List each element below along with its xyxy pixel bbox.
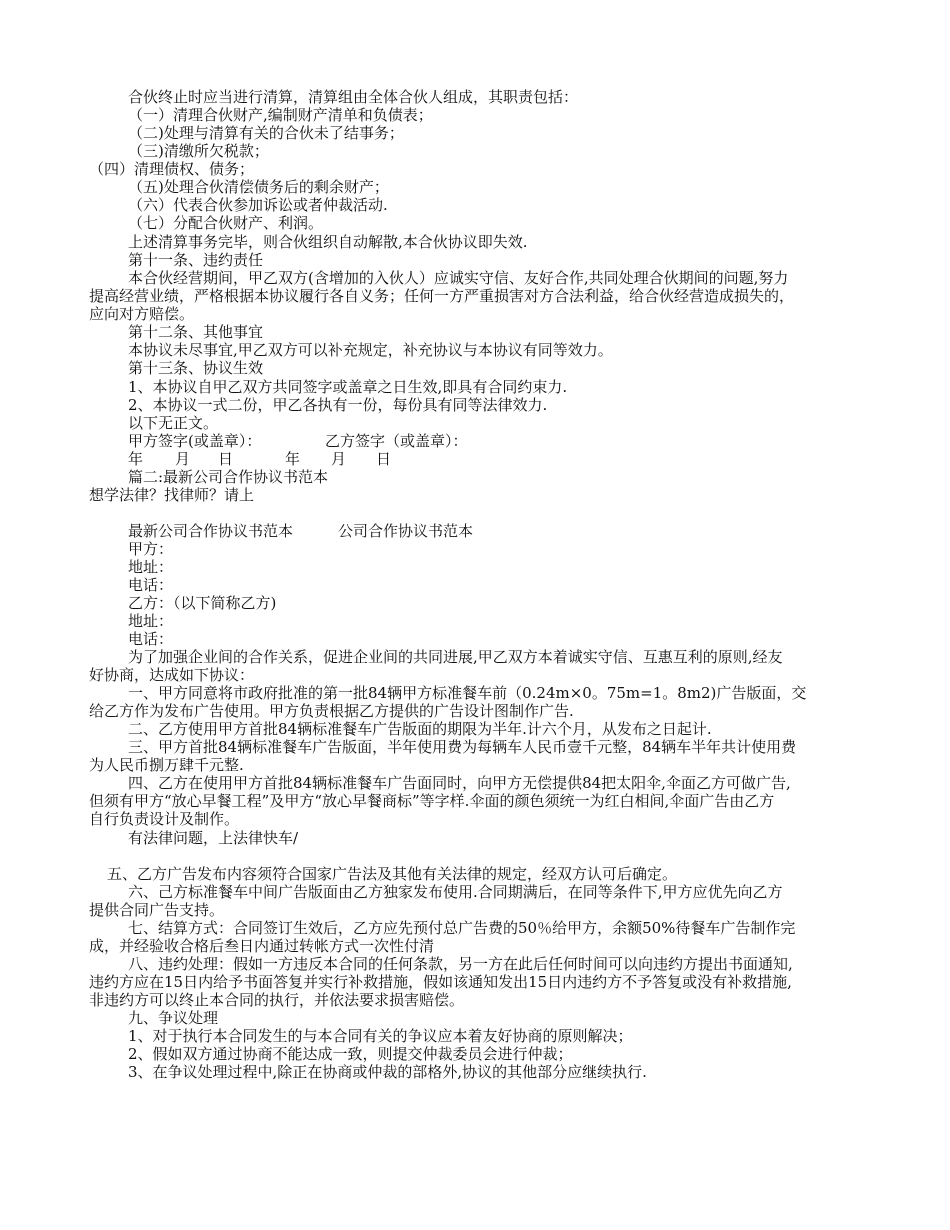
clause-1-line: 给乙方作为发布广告使用。甲方负责根据乙方提供的广告设计图制作广告. xyxy=(89,702,574,720)
clause-7-line: 七、结算方式：合同签订生效后，乙方应先预付总广告费的50％给甲方，余额50%待餐车广告制作完 xyxy=(128,919,796,937)
clause-9-title: 九、争议处理 xyxy=(128,1009,219,1027)
article-13-item: 2、本协议一式二份，甲乙各执有一份，每份具有同等法律效力. xyxy=(128,396,548,414)
preamble-line: 好协商，达成如下协议： xyxy=(89,666,255,684)
article-13-item: 1、本协议自甲乙双方共同签字或盖章之日生效,即具有合同约束力. xyxy=(128,378,568,396)
liquidation-item-6: （六）代表合伙参加诉讼或者仲裁活动. xyxy=(128,196,388,214)
clause-8-line: 八、违约处理：假如一方违反本合同的任何条款，另一方在此后任何时间可以向违约方提出书面通知, xyxy=(128,955,793,973)
clause-8-line: 违约方应在15日内给予书面答复并实行补救措施，假如该通知发出15日内违约方不予答复或没有补救措施, xyxy=(89,973,792,991)
preamble-line: 为了加强企业间的合作关系，促进企业间的共同进展,甲乙双方本着诚实守信、互惠互利的原则,经友 xyxy=(128,648,783,666)
clause-6-line: 六、己方标准餐车中间广告版面由乙方独家发布使用.合同期满后，在同等条件下,甲方应优先向乙方 xyxy=(128,883,783,901)
address-field: 地址： xyxy=(128,558,174,576)
article-12-body: 本协议未尽事宜,甲乙双方可以补充规定，补充协议与本协议有同等效力。 xyxy=(128,341,613,359)
date-day: 日 xyxy=(376,450,392,468)
article-11-line: 提高经营业绩，严格根据本协议履行各自义务；任何一方严重损害对方合法利益，给合伙经营造成损失的， xyxy=(89,287,795,305)
address-field: 地址： xyxy=(128,612,174,630)
date-year: 年 xyxy=(128,450,144,468)
article-13-title: 第十三条、协议生效 xyxy=(128,359,264,377)
liquidation-item-3: （三)清缴所欠税款； xyxy=(128,142,269,160)
liquidation-item-1: （一）清理合伙财产,编制财产清单和负债表； xyxy=(128,106,433,124)
date-month: 月 xyxy=(331,450,347,468)
clause-8-line: 非违约方可以终止本合同的执行，并依法要求损害赔偿。 xyxy=(89,991,465,1009)
date-month: 月 xyxy=(175,450,191,468)
clause-5: 五、乙方广告发布内容须符合国家广告法及其他有关法律的规定，经双方认可后确定。 xyxy=(107,865,678,883)
clause-1-line: 一、甲方同意将市政府批准的第一批84辆甲方标准餐车前（0.24m×0。75m=1。8m2)广告版面，交 xyxy=(128,684,807,702)
phone-field: 电话： xyxy=(128,630,174,648)
clause-3-line: 为人民币捌万肆千元整. xyxy=(89,756,244,774)
liquidation-item-4: （四）清理债权、债务； xyxy=(89,160,255,178)
clause-9-item: 3、在争议处理过程中,除正在协商或仲裁的部格外,协议的其他部分应继续执行. xyxy=(128,1063,647,1081)
promo-text: 想学法律？找律师？请上 xyxy=(89,486,255,504)
clause-3-line: 三、甲方首批84辆标准餐车广告版面，半年使用费为每辆车人民币壹千元整，84辆车半年共计使用费 xyxy=(128,738,797,756)
contract-subtitle: 公司合作协议书范本 xyxy=(338,522,474,540)
clause-4-line: 四、乙方在使用甲方首批84辆标准餐车广告面同时，向甲方无偿提供84把太阳伞,伞面乙方可做广告, xyxy=(128,774,791,792)
article-11-line: 本合伙经营期间，甲乙双方(含增加的入伙人）应诚实守信、友好合作,共同处理合伙期间的问题,努力 xyxy=(128,269,789,287)
clause-4-line: 但须有甲方“放心早餐工程”及甲方“放心早餐商标”等字样.伞面的颜色须统一为红白相间,伞面广告由乙方 xyxy=(89,792,775,810)
clause-2: 二、乙方使用甲方首批84辆标准餐车广告版面的期限为半年.计六个月，从发布之日起计. xyxy=(128,720,712,738)
party-b-field: 乙方：（以下简称乙方) xyxy=(128,594,277,612)
liquidation-item-7: （七）分配合伙财产、利润。 xyxy=(128,214,324,232)
clause-6-line: 提供合同广告支持。 xyxy=(89,901,225,919)
signature-party-b: 乙方签字（或盖章）： xyxy=(325,432,468,450)
clause-4-line: 自行负责设计及制作。 xyxy=(89,810,240,828)
clause-9-item: 2、假如双方通过协商不能达成一致，则提交仲裁委员会进行仲裁； xyxy=(128,1045,573,1063)
liquidation-item-2: （二)处理与清算有关的合伙未了结事务； xyxy=(128,124,404,142)
article-11-line: 应向对方赔偿。 xyxy=(89,305,195,323)
liquidation-closing: 上述清算事务完毕，则合伙组织自动解散,本合伙协议即失效. xyxy=(128,233,528,251)
part-2-heading: 篇二:最新公司合作协议书范本 xyxy=(128,468,329,486)
article-11-title: 第十一条、违约责任 xyxy=(128,251,264,269)
liquidation-item-5: （五)处理合伙清偿债务后的剩余财产； xyxy=(128,178,389,196)
liquidation-intro: 合伙终止时应当进行清算，清算组由全体合伙人组成，其职责包括： xyxy=(128,88,579,106)
party-a-field: 甲方： xyxy=(128,540,174,558)
clause-7-line: 成，并经验收合格后叁日内通过转帐方式一次性付清 xyxy=(89,937,435,955)
signature-party-a: 甲方签字(或盖章）： xyxy=(128,432,262,450)
phone-field: 电话： xyxy=(128,576,174,594)
date-day: 日 xyxy=(218,450,234,468)
article-12-title: 第十二条、其他事宜 xyxy=(128,323,264,341)
date-year: 年 xyxy=(285,450,301,468)
promo-text: 有法律问题，上法律快车/ xyxy=(128,829,299,847)
no-further-text: 以下无正文。 xyxy=(128,414,219,432)
contract-title: 最新公司合作协议书范本 xyxy=(128,522,294,540)
clause-9-item: 1、对于执行本合同发生的与本合同有关的争议应本着友好协商的原则解决； xyxy=(128,1027,633,1045)
